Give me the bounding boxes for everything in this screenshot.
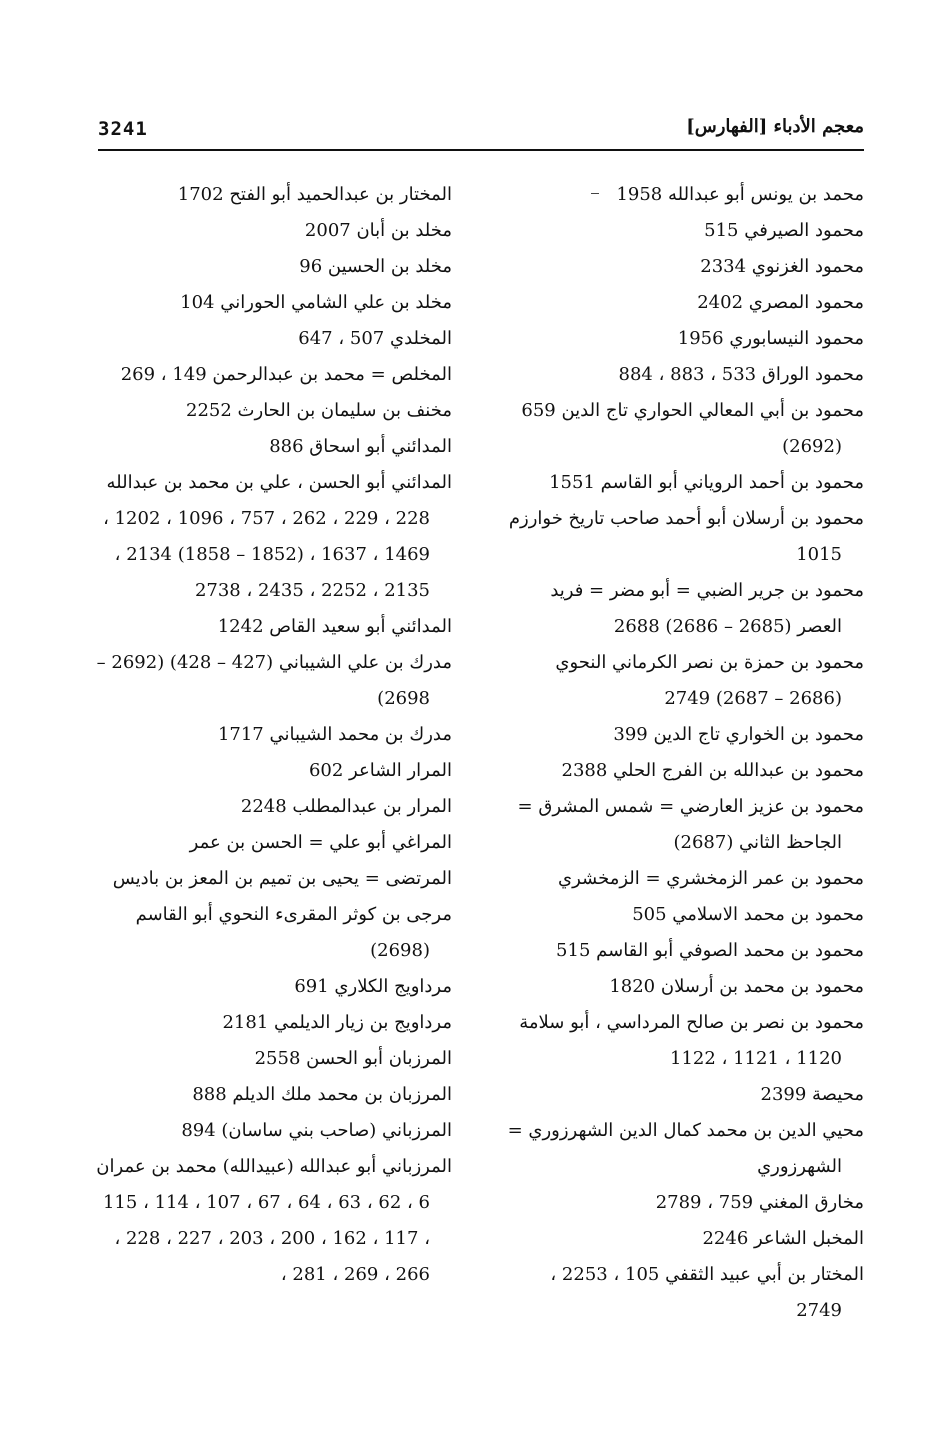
index-entry: محمود بن عبدالله بن الفرج الحلي 2388 — [561, 760, 864, 781]
index-entry: المراغي أبو علي = الحسن بن عمر — [189, 832, 452, 853]
index-entry: مخلد بن الحسين 96 — [299, 256, 452, 277]
index-entry: مرداويج بن زيار الديلمي 2181 — [222, 1012, 452, 1033]
index-entry: محمود الغزنوي 2334 — [700, 256, 864, 277]
index-entry: المخلص = محمد بن عبدالرحمن 149 ، 269 — [120, 364, 452, 385]
index-entry: المخبل الشاعر 2246 — [702, 1228, 864, 1249]
index-entry: مخلد بن أبان 2007 — [304, 220, 452, 241]
index-entry: المخلدي 507 ، 647 — [298, 328, 452, 349]
index-entry: المرتضى = يحيى بن تميم بن المعز بن باديس — [112, 868, 452, 889]
index-entry: مخنف بن سليمان بن الحارث 2252 — [186, 400, 452, 421]
index-column-right — [502, 177, 864, 1329]
index-entry: المختار بن أبي عبيد الثقفي 105 ، 2253 ، 2749 — [550, 1264, 864, 1321]
page-header — [98, 116, 864, 146]
index-entry: محمود بن أحمد الروياني أبو القاسم 1551 — [549, 472, 864, 493]
index-entry: محمود بن جرير الضبي = أبو مضر = فريد العصر (2685 – 2686) 2688 — [550, 580, 864, 637]
index-entry: محمود بن أرسلان أبو أحمد صاحب تاريخ خوارزم 1015 — [508, 508, 864, 565]
index-entry: المختار بن عبدالحميد أبو الفتح 1702 — [177, 184, 452, 205]
index-entry: محمود المصري 2402 — [697, 292, 864, 313]
index-entry: المرار الشاعر 602 — [308, 760, 452, 781]
index-entry: محمود بن حمزة بن نصر الكرماني النحوي (2686 – 2687) 2749 — [555, 652, 864, 709]
index-entry: محمود بن الخواري تاج الدين 399 — [613, 724, 864, 745]
index-column-left — [96, 177, 452, 1293]
index-entry: مخارق المغني 759 ، 2789 — [655, 1192, 864, 1213]
index-entry: محيي الدين بن محمد كمال الدين الشهرزوري = الشهرزوري — [507, 1120, 864, 1177]
index-entry: محمود بن محمد بن أرسلان 1820 — [609, 976, 864, 997]
index-entry: محمود بن نصر بن صالح المرداسي ، أبو سلامة 1120 ، 1121 ، 1122 — [519, 1012, 864, 1069]
index-entry: مرداويج الكلاري 691 — [294, 976, 452, 997]
index-entry: المدائني أبو الحسن ، علي بن محمد بن عبدالله 228 ، 229 ، 262 ، 757 ، 1096 ، 1202 ، 1469 ، 1637 ، (1852 – 1858) 2134 ، 2135 ، 2252 ، 2435 ، 2738 — [103, 472, 452, 601]
index-entry: محمود بن محمد الاسلامي 505 — [632, 904, 864, 925]
index-entry: مخلد بن علي الشامي الحوراني 104 — [180, 292, 452, 313]
index-entry: المرار بن عبدالمطلب 2248 — [240, 796, 452, 817]
index-entry: محيصة 2399 — [760, 1084, 864, 1105]
index-entry: مدرك بن علي الشيباني (427 – 428) (2692 – 2698) — [96, 652, 452, 709]
index-entry: محمود بن أبي المعالي الحواري تاج الدين 659 (2692) — [521, 400, 864, 457]
header-divider — [98, 149, 864, 151]
page-number: 3241 — [98, 118, 148, 140]
index-entry: محمود بن عزيز العارضي = شمس المشرق = الجاحظ الثاني (2687) — [517, 796, 864, 853]
index-entry: محمود بن عمر الزمخشري = الزمخشري — [558, 868, 864, 889]
index-entry: محمود الوراق 533 ، 883 ، 884 — [618, 364, 864, 385]
index-entry: محمود الصيرفي 515 — [704, 220, 864, 241]
index-entry: المرزباني أبو عبدالله (عبيدالله) محمد بن عمران 6 ، 62 ، 63 ، 64 ، 67 ، 107 ، 114 ، 115 ، 117 ، 162 ، 200 ، 203 ، 227 ، 228 ، 266 ، 269 ، 281 ، — [96, 1156, 452, 1285]
index-entry: مدرك بن محمد الشيباني 1717 — [217, 724, 452, 745]
index-entry: المدائني أبو سعيد القاص 1242 — [217, 616, 452, 637]
index-entry: المدائني أبو اسحاق 886 — [269, 436, 452, 457]
index-entry: محمد بن يونس أبو عبدالله 1958 — [616, 184, 864, 205]
book-title: معجم الأدباء [الفهارس] — [686, 116, 864, 137]
index-entry: المرزباني (صاحب بني ساسان) 894 — [181, 1120, 452, 1141]
index-entry: محمود النيسابوري 1956 — [677, 328, 864, 349]
index-entry: محمود بن محمد الصوفي أبو القاسم 515 — [556, 940, 864, 961]
index-entry: المرزبان أبو الحسن 2558 — [254, 1048, 452, 1069]
index-entry: مرجى بن كوثر المقرىء النحوي أبو القاسم (2698) — [135, 904, 452, 961]
index-entry: المرزبان بن محمد ملك الديلم 888 — [192, 1084, 452, 1105]
